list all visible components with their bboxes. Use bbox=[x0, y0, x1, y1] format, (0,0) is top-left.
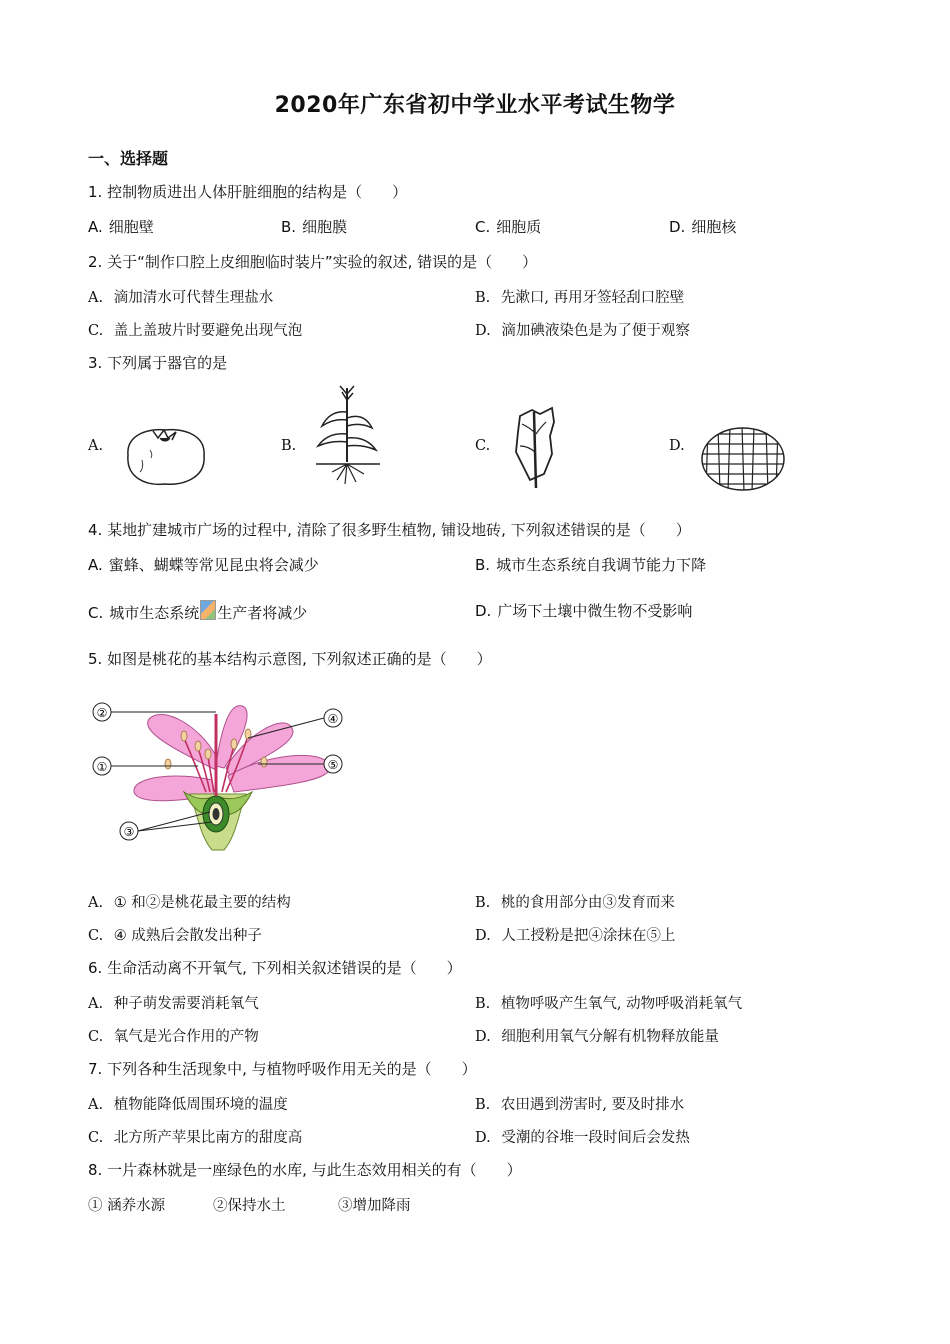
tissue-image bbox=[700, 426, 786, 492]
label-3: ③ bbox=[123, 825, 135, 839]
question-6: 6. 生命活动离不开氧气, 下列相关叙述错误的是（ ） bbox=[88, 959, 462, 977]
q3-option-c-label: C. bbox=[475, 438, 491, 454]
label-1: ① bbox=[96, 760, 108, 774]
q8-item-3: ③增加降雨 bbox=[338, 1198, 411, 1214]
q1-option-b: B. 细胞膜 bbox=[281, 218, 348, 236]
q5-option-c: C. ④ 成熟后会散发出种子 bbox=[88, 928, 262, 944]
label-5: ⑤ bbox=[327, 758, 339, 772]
q6-option-c: C. 氧气是光合作用的产物 bbox=[88, 1029, 259, 1045]
leaf-fragment-image bbox=[506, 402, 566, 492]
q7-option-c: C. 北方所产苹果比南方的甜度高 bbox=[88, 1130, 303, 1146]
tomato-image bbox=[120, 420, 210, 490]
question-4: 4. 某地扩建城市广场的过程中, 清除了很多野生植物, 铺设地砖, 下列叙述错误的是（ ） bbox=[88, 521, 691, 539]
question-3: 3. 下列属于器官的是 bbox=[88, 354, 228, 372]
q1-option-d: D. 细胞核 bbox=[669, 218, 737, 236]
label-2: ② bbox=[96, 706, 108, 720]
q6-option-a: A. 种子萌发需要消耗氧气 bbox=[88, 996, 259, 1012]
section-heading: 一、选择题 bbox=[88, 149, 169, 168]
question-2: 2. 关于“制作口腔上皮细胞临时装片”实验的叙述, 错误的是（ ） bbox=[88, 253, 538, 271]
peach-flower-diagram bbox=[88, 696, 348, 861]
q6-option-b: B. 植物呼吸产生氧气, 动物呼吸消耗氧气 bbox=[475, 996, 743, 1012]
question-8: 8. 一片森林就是一座绿色的水库, 与此生态效用相关的有（ ） bbox=[88, 1161, 522, 1179]
q5-option-a: A. ① 和②是桃花最主要的结构 bbox=[88, 895, 291, 911]
q7-option-a: A. 植物能降低周围环境的温度 bbox=[88, 1097, 288, 1113]
q3-option-a-label: A. bbox=[88, 438, 104, 454]
q3-option-b-label: B. bbox=[281, 438, 297, 454]
question-7: 7. 下列各种生活现象中, 与植物呼吸作用无关的是（ ） bbox=[88, 1060, 477, 1078]
q1-option-c: C. 细胞质 bbox=[475, 218, 542, 236]
question-number: 1. bbox=[88, 183, 103, 201]
question-1 bbox=[88, 181, 407, 202]
question-5: 5. 如图是桃花的基本结构示意图, 下列叙述正确的是（ ） bbox=[88, 650, 492, 668]
q4-option-c: C. 城市生态系统 生产者将减少 bbox=[88, 600, 307, 623]
q5-option-b: B. 桃的食用部分由③发育而来 bbox=[475, 895, 675, 911]
q2-option-d: D. 滴加碘液染色是为了便于观察 bbox=[475, 323, 690, 339]
q7-option-d: D. 受潮的谷堆一段时间后会发热 bbox=[475, 1130, 690, 1146]
q2-option-b: B. 先漱口, 再用牙签轻刮口腔壁 bbox=[475, 290, 685, 306]
q5-option-d: D. 人工授粉是把④涂抹在⑤上 bbox=[475, 928, 676, 944]
plant-image bbox=[312, 384, 382, 490]
q1-option-a: A. 细胞壁 bbox=[88, 218, 154, 236]
q2-option-c: C. 盖上盖玻片时要避免出现气泡 bbox=[88, 323, 303, 339]
q4-option-a: A. 蜜蜂、蝴蝶等常见昆虫将会减少 bbox=[88, 556, 319, 574]
page-title: 2020年广东省初中学业水平考试生物学 bbox=[274, 93, 676, 118]
q2-option-a: A. 滴加清水可代替生理盐水 bbox=[88, 290, 274, 306]
q6-option-d: D. 细胞利用氧气分解有机物释放能量 bbox=[475, 1029, 719, 1045]
broken-image-icon bbox=[200, 600, 216, 620]
q3-option-d-label: D. bbox=[669, 438, 685, 454]
question-text: 控制物质进出人体肝脏细胞的结构是（ ） bbox=[107, 183, 408, 201]
q4-option-d: D. 广场下土壤中微生物不受影响 bbox=[475, 602, 693, 620]
q8-item-2: ②保持水土 bbox=[213, 1198, 286, 1214]
q7-option-b: B. 农田遇到涝害时, 要及时排水 bbox=[475, 1097, 685, 1113]
q8-item-1: ① 涵养水源 bbox=[88, 1198, 166, 1214]
q4-option-b: B. 城市生态系统自我调节能力下降 bbox=[475, 556, 707, 574]
label-4: ④ bbox=[327, 712, 339, 726]
